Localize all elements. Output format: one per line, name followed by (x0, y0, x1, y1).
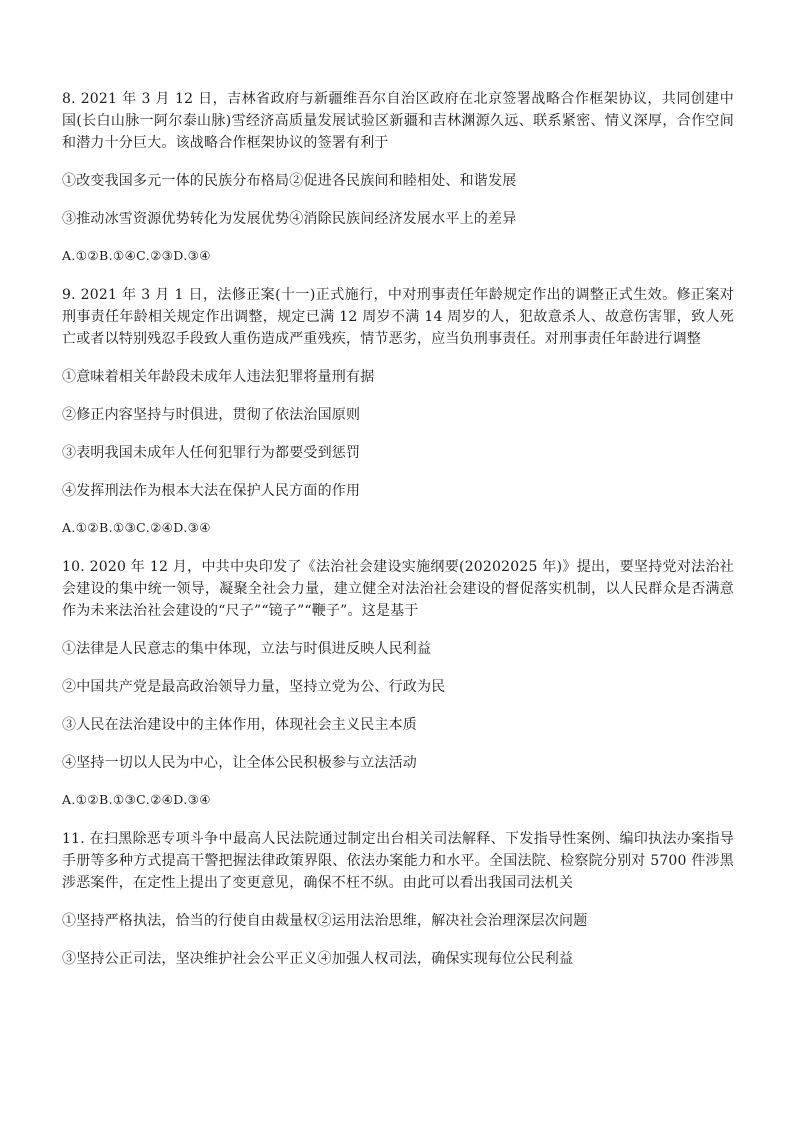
question-option: ②修正内容坚持与时俱进，贯彻了依法治国原则 (62, 407, 361, 423)
question-option: ④发挥刑法作为根本大法在保护人民方面的作用 (62, 483, 361, 499)
question-10 (62, 556, 734, 810)
question-9 (62, 284, 734, 538)
question-11 (62, 828, 734, 970)
question-option: ①改变我国多元一体的民族分布格局②促进各民族间和睦相处、和谐发展 (62, 173, 517, 189)
question-option: ①坚持严格执法，恰当的行使自由裁量权②运用法治思维，解决社会治理深层次问题 (62, 913, 588, 929)
question-option: ①意味着相关年龄段未成年人违法犯罪将量刑有据 (62, 369, 375, 385)
question-option: ②中国共产党是最高政治领导力量，坚持立党为公、行政为民 (62, 679, 446, 695)
answer-choices: A.①②B.①③C.②④D.③④ (62, 520, 211, 535)
question-option: ①法律是人民意志的集中体现，立法与时俱进反映人民利益 (62, 641, 432, 657)
answer-choices: A.①②B.①③C.②④D.③④ (62, 792, 211, 807)
question-option: ④坚持一切以人民为中心，让全体公民积极参与立法活动 (62, 755, 417, 771)
question-stem: 11. 在扫黑除恶专项斗争中最高人民法院通过制定出台相关司法解释、下发指导性案例、编印执法办案指导手册等多种方式提高干警把握法律政策界限、依法办案能力和水平。全国法院、检察院分别对 5700 件涉黑涉恶案件，在定性上提出了变更意见，确保不枉不纵。由此可以看出我国司法机关 (62, 831, 734, 891)
question-8 (62, 88, 734, 266)
answer-choices: A.①②B.①④C.②③D.③④ (62, 248, 211, 263)
question-stem: 9. 2021 年 3 月 1 日，法修正案(十一)正式施行，中对刑事责任年龄规定作出的调整正式生效。修正案对刑事责任年龄相关规定作出调整，规定已满 12 周岁不满 14 周岁的人，犯故意杀人、故意伤害罪，致人死亡或者以特别残忍手段致人重伤造成严重残疾，情节恶劣，应当负刑事责任。对刑事责任年龄进行调整 (62, 287, 734, 347)
question-option: ③坚持公正司法，坚决维护社会公平正义④加强人权司法，确保实现每位公民利益 (62, 951, 574, 967)
question-stem: 8. 2021 年 3 月 12 日，吉林省政府与新疆维吾尔自治区政府在北京签署战略合作框架协议，共同创建中国(长白山脉一阿尔泰山脉)雪经济高质量发展试验区新疆和吉林渊源久远、联系紧密、情义深厚，合作空间和潜力十分巨大。该战略合作框架协议的签署有利于 (62, 91, 734, 151)
question-option: ③人民在法治建设中的主体作用，体现社会主义民主本质 (62, 717, 417, 733)
question-option: ③推动冰雪资源优势转化为发展优势④消除民族间经济发展水平上的差异 (62, 211, 517, 227)
question-option: ③表明我国未成年人任何犯罪行为都要受到惩罚 (62, 445, 361, 461)
exam-page (62, 88, 734, 986)
question-stem: 10. 2020 年 12 月，中共中央印发了《法治社会建设实施纲要(20202025 年)》提出，要坚持党对法治社会建设的集中统一领导，凝聚全社会力量，建立健全对法治社会建设的督促落实机制，以人民群众是否满意作为未来法治社会建设的“尺子”“镜子”“鞭子”。这是基于 (62, 559, 734, 619)
